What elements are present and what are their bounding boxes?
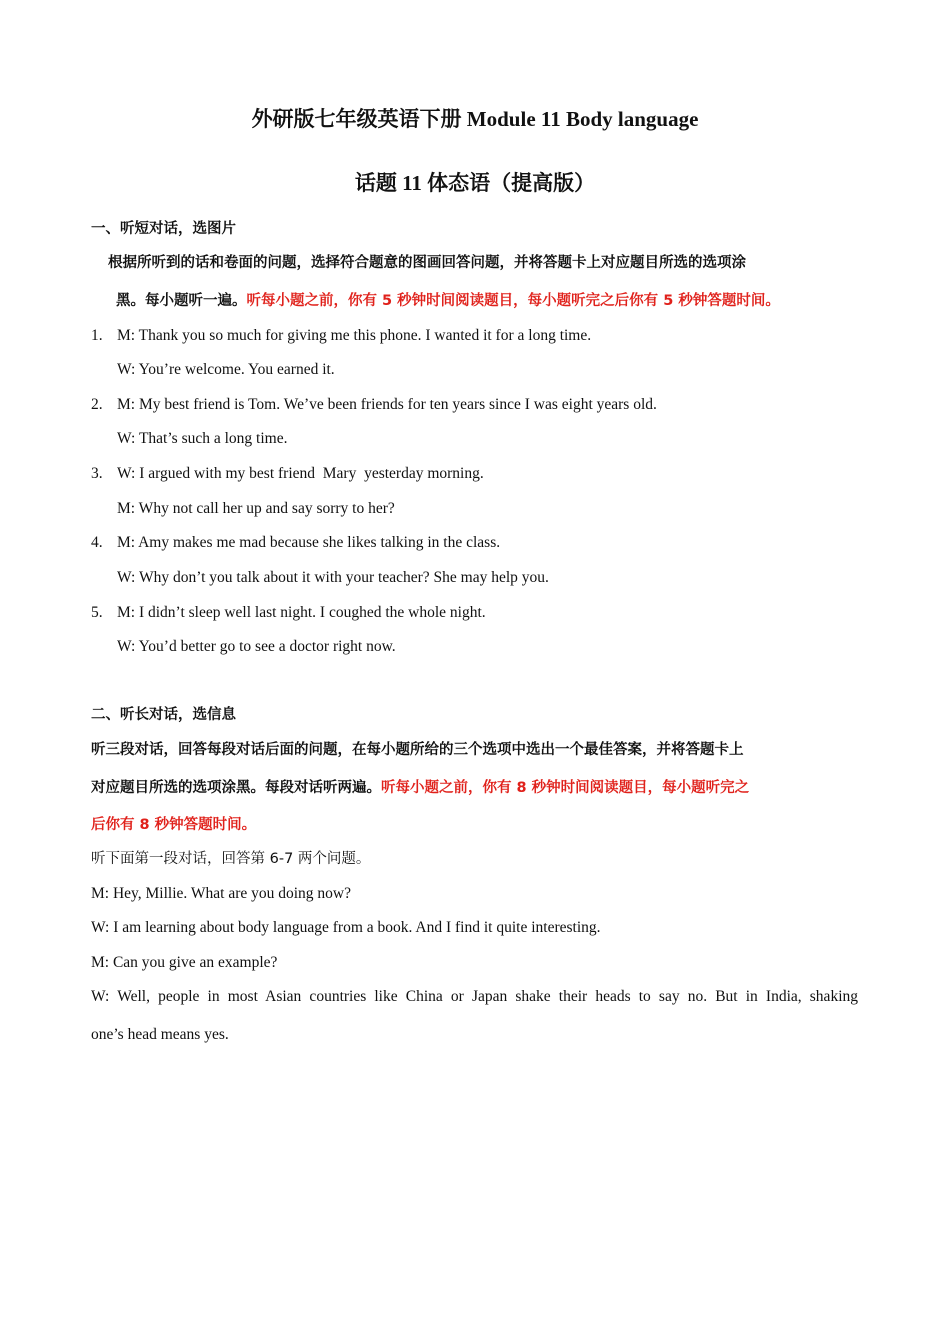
- item-line-b: W: Why don’t you talk about it with your teacher? She may help you.: [117, 569, 549, 586]
- item-line-b: M: Why not call her up and say sorry to her?: [117, 500, 395, 517]
- dialogue-line: W: I am learning about body language from a book. And I find it quite interesting.: [91, 919, 601, 936]
- dialogue-intro: 听下面第一段对话，回答第 6-7 两个问题。: [91, 851, 371, 867]
- section1-instruction-line2: [116, 291, 780, 311]
- section1-heading: 一、听短对话，选图片: [91, 221, 236, 237]
- item-line-a: M: My best friend is Tom. We’ve been friends for ten years since I was eight years old.: [117, 396, 657, 413]
- item-line-b: W: You’re welcome. You earned it.: [117, 361, 335, 378]
- item-number: 5.: [91, 604, 103, 621]
- dialogue-line: M: Hey, Millie. What are you doing now?: [91, 885, 352, 902]
- section1-instruction-red: 听每小题之前，你有 5 秒钟时间阅读题目，每小题听完之后你有 5 秒钟答题时间。: [246, 293, 780, 309]
- item-number: 3.: [91, 465, 103, 482]
- document-subtitle: 话题 11 体态语（提高版）: [354, 171, 596, 195]
- section1-instruction-line1: 根据所听到的话和卷面的问题，选择符合题意的图画回答问题，并将答题卡上对应题目所选的选项涂: [108, 255, 746, 271]
- item-line-a: M: I didn’t sleep well last night. I coughed the whole night.: [117, 604, 486, 621]
- list-item: [91, 533, 500, 553]
- item-line-a: M: Thank you so much for giving me this phone. I wanted it for a long time.: [117, 327, 592, 344]
- section1-instruction-black: 黑。每小题听一遍。: [116, 293, 247, 309]
- item-line-a: W: I argued with my best friend Mary yesterday morning.: [117, 465, 484, 482]
- item-number: 4.: [91, 534, 103, 551]
- document-title: 外研版七年级英语下册 Module 11 Body language: [251, 107, 699, 131]
- item-number: 2.: [91, 396, 103, 413]
- section2-instruction-line1: 听三段对话，回答每段对话后面的问题，在每小题所给的三个选项中选出一个最佳答案，并将答题卡上: [91, 742, 744, 758]
- dialogue-line: one’s head means yes.: [91, 1026, 229, 1043]
- list-item: [91, 395, 657, 415]
- dialogue-line: W: Well, people in most Asian countries like China or Japan shake their heads to say no. But in India, shaking: [91, 988, 858, 1005]
- item-line-b: W: That’s such a long time.: [117, 430, 288, 447]
- list-item: [91, 603, 486, 623]
- item-line-b: W: You’d better go to see a doctor right now.: [117, 638, 396, 655]
- section2-instruction-black: 对应题目所选的选项涂黑。每段对话听两遍。: [91, 780, 381, 796]
- list-item: [91, 326, 591, 346]
- section2-heading: 二、听长对话，选信息: [91, 707, 236, 723]
- list-item: [91, 464, 484, 484]
- section2-instruction-line3: 后你有 8 秒钟答题时间。: [91, 817, 257, 833]
- section2-instruction-line2: [91, 778, 749, 798]
- item-number: 1.: [91, 327, 103, 344]
- section2-instruction-red: 听每小题之前，你有 8 秒钟时间阅读题目，每小题听完之: [381, 780, 750, 796]
- item-line-a: M: Amy makes me mad because she likes talking in the class.: [117, 534, 501, 551]
- dialogue-line: M: Can you give an example?: [91, 954, 278, 971]
